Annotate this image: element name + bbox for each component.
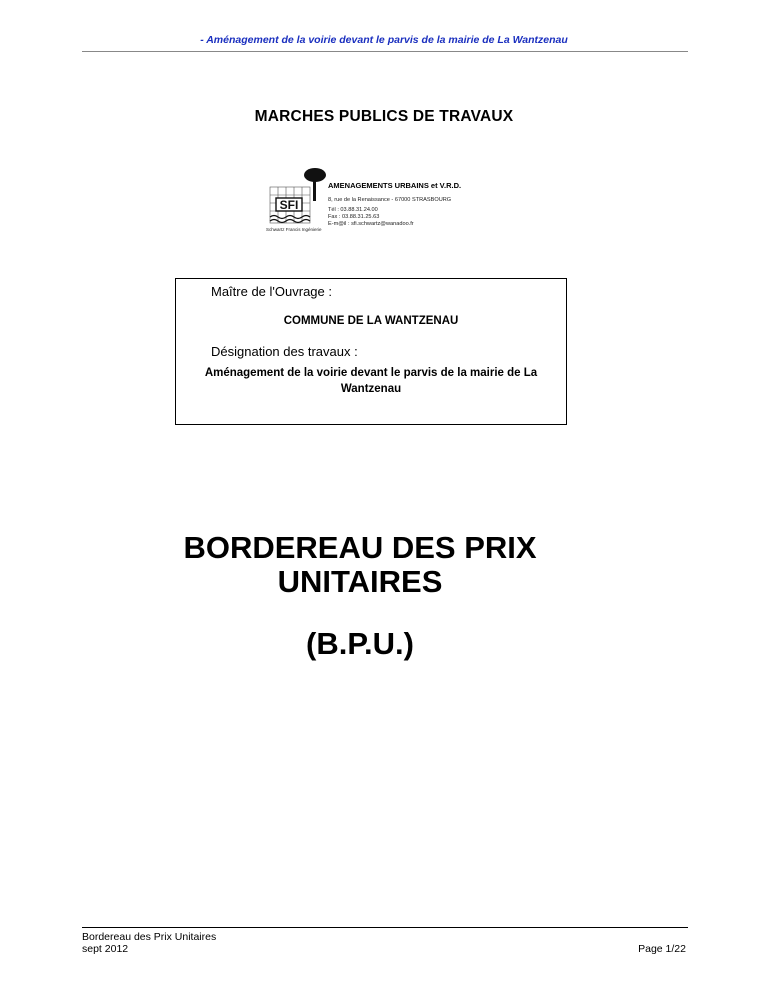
header-rule [82,51,688,52]
footer-rule [82,927,688,928]
company-tagline: Schwartz Francis Ingénierie [266,227,322,232]
running-header: - Aménagement de la voirie devant le parvis de la mairie de La Wantzenau [200,34,568,46]
company-tel: Tél : 03.88.31.24.00 [328,207,378,213]
owner-info-box [175,278,567,425]
company-logo-block [266,167,526,235]
company-name: AMENAGEMENTS URBAINS et V.R.D. [328,181,462,190]
company-fax: Fax : 03.88.31.25.63 [328,214,380,220]
document-title-abbr: (B.P.U.) [306,626,414,661]
owner-label: Maître de l'Ouvrage : [211,284,332,299]
footer-date: sept 2012 [82,943,129,955]
footer-doc-name: Bordereau des Prix Unitaires [82,931,217,943]
logo-mark: SFI [279,198,299,212]
document-title-line2: UNITAIRES [277,564,443,599]
page-number: Page 1/22 [638,943,686,955]
company-address: 8, rue de la Renaissance - 67000 STRASBOURG [328,197,452,203]
document-title-line1: BORDEREAU DES PRIX [183,530,537,565]
footer-left [82,931,216,955]
works-value-line1: Aménagement de la voirie devant le parvis de la mairie de La [204,367,538,379]
owner-value: COMMUNE DE LA WANTZENAU [283,315,459,327]
sfi-logo-icon [266,167,326,229]
works-value-line2: Wantzenau [340,383,402,395]
company-email: E-m@il : sfi.schwartz@wanadoo.fr [328,221,414,227]
works-label: Désignation des travaux : [211,344,358,359]
page-heading: MARCHES PUBLICS DE TRAVAUX [254,108,514,125]
